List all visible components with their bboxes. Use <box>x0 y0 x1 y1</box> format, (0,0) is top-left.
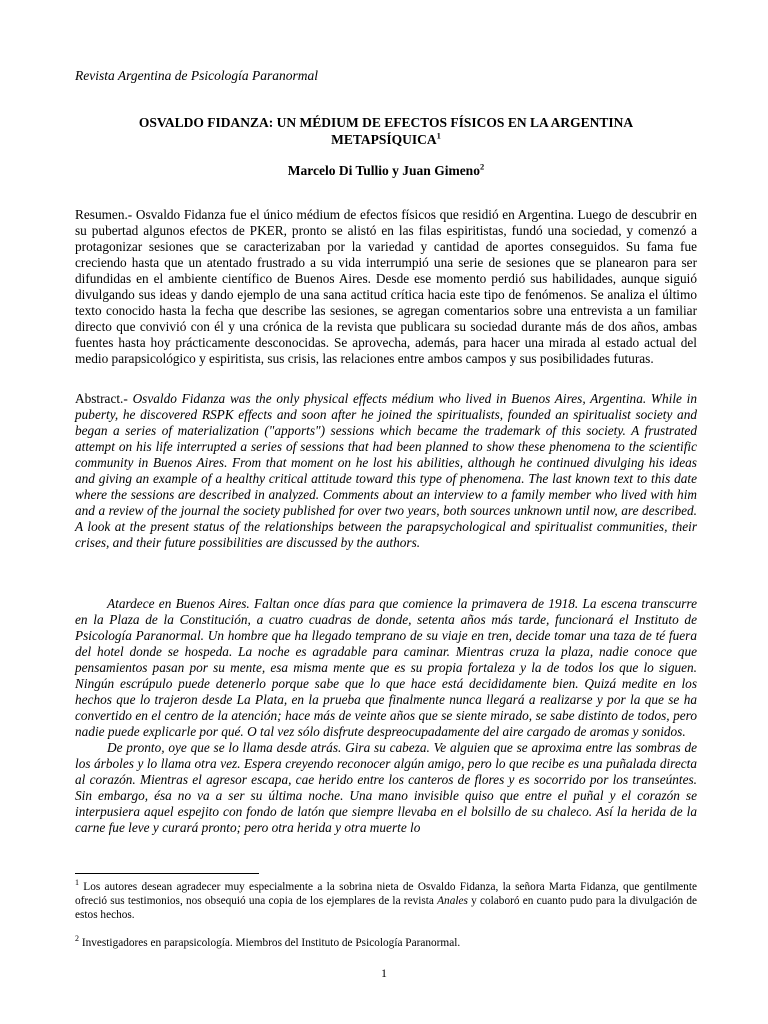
footnote-1-text-end: y colaboró en cuanto pudo para la divulgación de estos hechos. <box>75 895 697 921</box>
title-line-2 <box>75 131 697 148</box>
footnote-2-text: Investigadores en parapsicología. Miembros del Instituto de Psicología Paranormal. <box>81 937 461 949</box>
abstract-text: Osvaldo Fidanza was the only physical effects médium who lived in Buenos Aires, Argentina. While in puberty, he discovered RSPK effects and soon after he joined the spiritualists, founded an spiritualist society and began a series of materialization ("apports") sessions which became the trademark of this society. A frustrated attempt on his life interrupted a series of sessions that had been planned to show these phenomena to the scientific community in Buenos Aires. From that moment on he lost his abilities, although he continued divulging his ideas and giving an example of a healthy critical attitude toward this type of phenomena. The last known text to this date where the sessions are described in analyzed. Comments about an interview to a family member who lived with him and a review of the journal the society published for over two years, both sources unknown until now, are described. A look at the present status of the relationships between the parapsychological and spiritualist communities, their crises, and their future possibilities are discussed by the authors. <box>75 391 697 550</box>
footnote-1-text-start: Los autores desean agradecer muy especialmente a la sobrina nieta de Osvaldo Fidanza, la señora Marta Fidanza, que gentilmente ofreció sus testimonios, nos obsequió una copia de los ejemplares de la revista <box>75 881 697 907</box>
body-text <box>75 596 697 836</box>
body-paragraph-2: De pronto, oye que se lo llama desde atrás. Gira su cabeza. Ve alguien que se aproxima entre las sombras de los árboles y lo llama otra vez. Espera creyendo reconocer algún amigo, pero lo que recibe es una puñalada directa al corazón. Mientras el agresor escapa, cae herido entre los canteros de flores y es socorrido por los transeúntes. Sin embargo, ésa no va a ser su última noche. Una mano invisible quiso que entre el puñal y el corazón se interpusiera aquel espejito con fondo de latón que siempre llevaba en el bolsillo de su chaleco. Así la herida de la carne fue leve y curará pronto; pero otra herida y otra muerte lo <box>75 740 697 835</box>
title-line-2-text: METAPSÍQUICA <box>331 132 437 147</box>
title-line-1: OSVALDO FIDANZA: UN MÉDIUM DE EFECTOS FÍSICOS EN LA ARGENTINA <box>138 115 634 130</box>
journal-header: Revista Argentina de Psicología Paranormal <box>75 68 318 83</box>
footnote-2 <box>75 936 697 950</box>
article-title <box>75 114 697 148</box>
footnote-1-journal-name: Anales <box>437 895 468 907</box>
footnote-2-mark: 2 <box>75 934 79 944</box>
authors-footnote-ref[interactable]: 2 <box>479 161 485 172</box>
abstract-paragraph <box>75 391 697 551</box>
article-authors <box>75 163 697 179</box>
page-number: 1 <box>381 966 387 980</box>
resumen-paragraph: Resumen.- Osvaldo Fidanza fue el único médium de efectos físicos que residió en Argentina. Luego de descubrir en su pubertad algunos efectos de PKER, pronto se alistó en las filas espiritistas, fundó una sociedad, y comenzó a protagonizar sesiones que se caracterizaban por la variedad y cantidad de aportes conseguidos. Su fama fue creciendo hasta que un atentado frustrado a su vida interrumpió una serie de sesiones que se planearon para ser difundidas en el ambiente científico de Buenos Aires. Desde ese momento perdió sus habilidades, aunque siguió divulgando sus ideas y dando ejemplo de una sana actitud crítica hacia este tipo de fenómenos. Se analiza el último texto conocido hasta la fecha que describe las sesiones, se agregan comentarios sobre una entrevista a un familiar directo que convivió con él y una crónica de la revista que publicara su sociedad durante más de dos años, ambas fuentes hasta hoy prácticamente desconocidas. Se aprovecha, además, para hacer una mirada al estado actual del medio parapsicológico y espiritista, sus crisis, las relaciones entre ambos campos y sus posibilidades futuras. <box>75 207 697 366</box>
abstract-label: Abstract.- <box>75 391 128 406</box>
title-footnote-ref[interactable]: 1 <box>436 130 441 141</box>
footnote-1 <box>75 880 697 922</box>
body-paragraph-1: Atardece en Buenos Aires. Faltan once días para que comience la primavera de 1918. La escena transcurre en la Plaza de la Constitución, a cuatro cuadras de donde, setenta años más tarde, funcionará el Instituto de Psicología Paranormal. Un hombre que ha llegado temprano de su viaje en tren, decide tomar una taza de té fuera del hotel donde se hospeda. La noche es agradable para caminar. Mientras cruza la plaza, nadie conoce que pensamientos pasan por su mente, esa misma mente que es su propia fortaleza y la de todos los que lo siguen. Ningún escrúpulo puede detenerlo porque sabe que lo que hace está decididamente bien. Quizá medite en los hechos que lo trajeron desde La Plata, en la prueba que finalmente nunca llegará a realizarse y por la que se ha convertido en el centro de la atención; hace más de veinte años que se siente mirado, se sabe distinto de todos, pero nadie puede explicarle por qué. O tal vez sólo disfrute despreocupadamente del aire cargado de aromas y sonidos. <box>75 596 697 739</box>
authors-text: Marcelo Di Tullio y Juan Gimeno <box>287 163 480 178</box>
footnote-1-mark: 1 <box>75 878 79 888</box>
footnote-separator <box>75 873 259 874</box>
